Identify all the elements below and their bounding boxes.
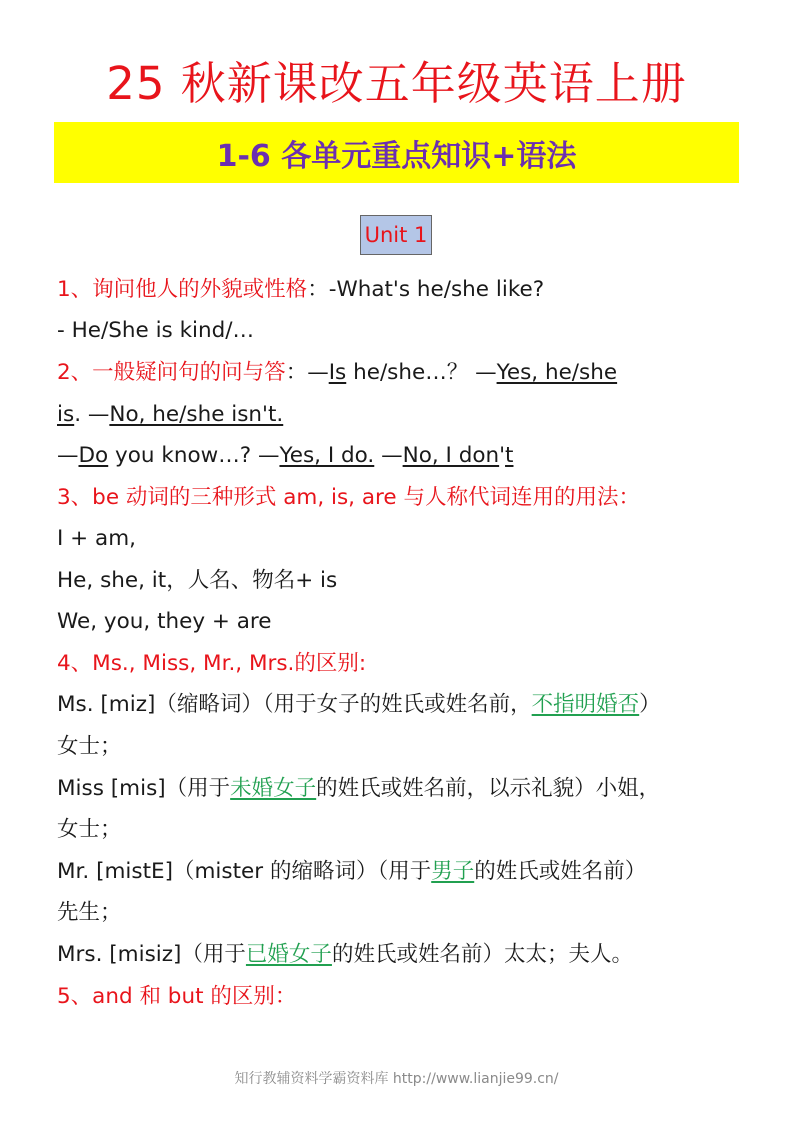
miss-text: Miss [mis]（用于 bbox=[57, 776, 231, 801]
dash-text: ：— bbox=[285, 360, 329, 385]
document-title: 25 秋新课改五年级英语上册 bbox=[106, 57, 687, 110]
rule-we-you-they-are: We, you, they + are bbox=[57, 609, 272, 634]
underlined-is-end: is bbox=[57, 402, 75, 427]
point-1-answer: - He/She is kind/… bbox=[57, 318, 255, 343]
mr-highlight: 男子 bbox=[431, 859, 475, 884]
unit-label-box bbox=[360, 215, 432, 255]
underlined-t: t bbox=[505, 443, 514, 468]
point-4-heading: 4、Ms., Miss, Mr., Mrs.的区别: bbox=[57, 651, 367, 676]
dash-text: — bbox=[57, 443, 79, 468]
point-2-line bbox=[57, 358, 617, 388]
underlined-no-answer: No, he/she isn't. bbox=[109, 402, 284, 427]
underlined-yes-i-do: Yes, I do. bbox=[279, 443, 375, 468]
subtitle-text: 1-6 各单元重点知识+语法 bbox=[216, 138, 577, 174]
underlined-is: Is bbox=[328, 360, 347, 385]
do-you-know-line bbox=[57, 441, 513, 471]
point-1-line bbox=[57, 275, 544, 305]
point-1-heading: 1、询问他人的外貌或性格 bbox=[57, 277, 308, 302]
mrs-text: Mrs. [misiz]（用于 bbox=[57, 942, 246, 967]
apostrophe-text: ' bbox=[499, 443, 506, 468]
miss-text-end: 的姓氏或姓名前，以示礼貌）小姐， bbox=[316, 776, 661, 801]
ms-definition bbox=[57, 690, 661, 720]
mrs-text-end: 的姓氏或姓名前）太太；夫人。 bbox=[331, 942, 633, 967]
mr-text-end: 的姓氏或姓名前） bbox=[474, 859, 647, 884]
point-3-heading: 3、be 动词的三种形式 am, is, are 与人称代词连用的用法： bbox=[57, 485, 640, 510]
underlined-no-i-dont: No, I don bbox=[402, 443, 500, 468]
ms-meaning: 女士； bbox=[57, 734, 122, 759]
rule-i-am: I + am, bbox=[57, 526, 136, 551]
mr-definition bbox=[57, 857, 646, 887]
ms-text: Ms. [miz]（缩略词）（用于女子的姓氏或姓名前， bbox=[57, 692, 532, 717]
point-5-heading: 5、and 和 but 的区别： bbox=[57, 984, 297, 1009]
dash-text: . — bbox=[74, 402, 110, 427]
miss-definition bbox=[57, 774, 660, 804]
point-2-heading: 2、一般疑问句的问与答 bbox=[57, 360, 286, 385]
ms-text-end: ） bbox=[639, 692, 661, 717]
unit-label: Unit 1 bbox=[364, 223, 428, 247]
underlined-yes-answer: Yes, he/she bbox=[496, 360, 618, 385]
miss-highlight: 未婚女子 bbox=[230, 776, 317, 801]
rule-he-she-it-is: He, she, it，人名、物名+ is bbox=[57, 568, 338, 593]
mrs-highlight: 已婚女子 bbox=[245, 942, 332, 967]
subtitle-banner bbox=[54, 122, 739, 183]
point-2-line-continued bbox=[57, 400, 283, 430]
dash-text: — bbox=[374, 443, 403, 468]
point-1-question: ：-What's he/she like? bbox=[307, 277, 545, 302]
miss-meaning: 女士； bbox=[57, 817, 122, 842]
mrs-definition bbox=[57, 940, 633, 970]
question-text: he/she…？ — bbox=[346, 360, 497, 385]
mr-text: Mr. [mistE]（mister 的缩略词）（用于 bbox=[57, 859, 432, 884]
ms-highlight: 不指明婚否 bbox=[531, 692, 640, 717]
question-text: you know…? — bbox=[108, 443, 280, 468]
underlined-do: Do bbox=[78, 443, 109, 468]
footer-watermark: 知行教辅资料学霸资料库 http://www.lianjie99.cn/ bbox=[234, 1071, 559, 1087]
mr-meaning: 先生； bbox=[57, 900, 122, 925]
